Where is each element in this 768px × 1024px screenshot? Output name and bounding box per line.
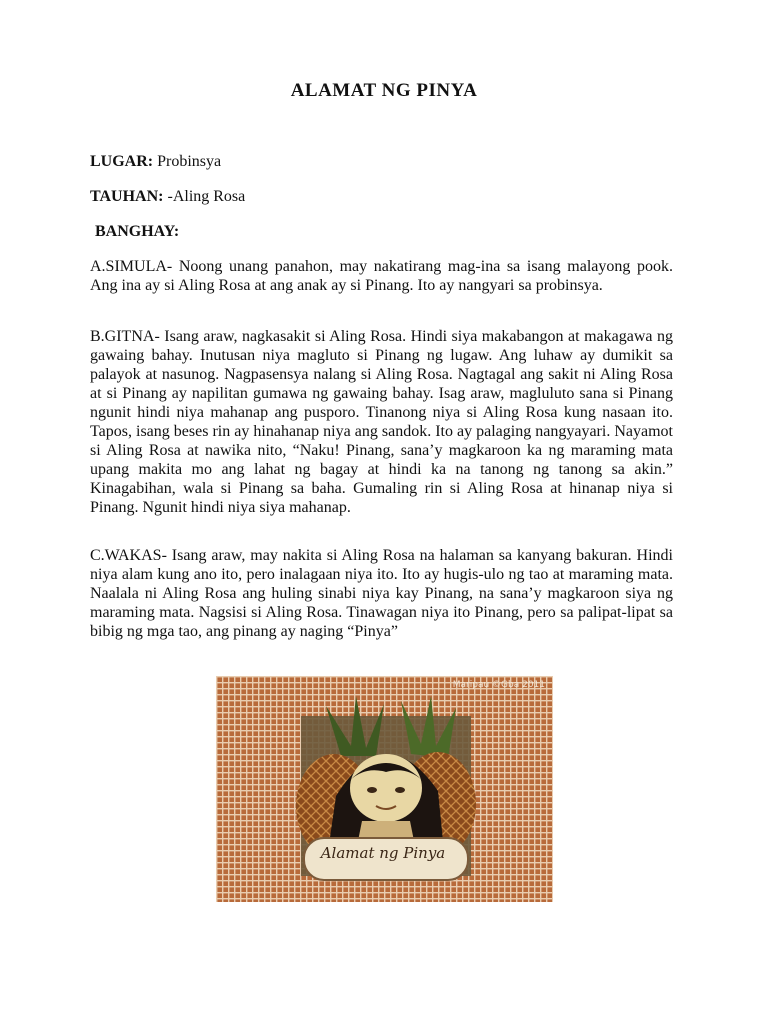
tauhan-line bbox=[90, 188, 245, 206]
banghay-label: BANGHAY: bbox=[95, 223, 180, 240]
paragraph-simula: A.SIMULA- Noong unang panahon, may nakatirang mag-ina sa isang malayong pook. Ang ina ay si Aling Rosa at ang anak ay si Pinang. Ito ay nangyari sa probinsya. bbox=[90, 258, 673, 294]
paragraph-wakas: C.WAKAS- Isang araw, may nakita si Aling Rosa na halaman sa kanyang bakuran. Hindi niya alam kung ano ito, pero inalagaan niya ito. Ito ay hugis-ulo ng tao at maraming mata. Naalala ni Aling Rosa ang huling sinabi niya kay Pinang, na sana’y magkaroon siya ng maraming mata. Nagsisi si Aling Rosa. Tinawagan niya ito Pinang, pero sa palipat-lipat sa bibig ng mga tao, ang pinang ay naging “Pinya” bbox=[90, 547, 673, 640]
lugar-value: Probinsya bbox=[157, 153, 222, 170]
lugar-label: LUGAR: bbox=[90, 153, 154, 170]
paragraph-gitna: B.GITNA- Isang araw, nagkasakit si Aling Rosa. Hindi siya makabangon at makagawa ng gawaing bahay. Inutusan niya magluto si Pinang ng lugaw. Ang luhaw ay dumikit sa palayok at nasunog. Nagpasensya nalang si Aling Rosa. Nagtagal ang sakit ni Aling Rosa at si Pinang ay napilitan gumawa ng gawaing bahay. Isag araw, magluluto sana si Pinang ngunit hindi niya mahanap ang pusporo. Tinanong niya si Aling Rosa kung nasaan ito. Tapos, isang beses rin ay hinahanap niya ang sandok. Ito ay palaging nangyayari. Nayamot si Aling Rosa at nawika nito, “Naku! Pinang, sana’y magkaroon ka ng maraming mata upang makita mo ang lahat ng bagay at hindi ka na tanong ng tanong sa akin.” Kinagabihan, wala si Pinang sa baha. Gumaling rin si Aling Rosa at hinanap niya si Pinang. Ngunit hindi niya siya mahanap. bbox=[90, 328, 673, 516]
lugar-line bbox=[90, 153, 221, 171]
illustration-watermark: Maripau ©Gba 2011 bbox=[452, 680, 545, 690]
banghay-line bbox=[95, 223, 179, 241]
story-illustration bbox=[216, 676, 553, 902]
tauhan-label: TAUHAN: bbox=[90, 188, 164, 205]
illustration-caption: Alamat ng Pinya bbox=[320, 844, 446, 862]
page-title: ALAMAT NG PINYA bbox=[290, 80, 478, 101]
tauhan-value: -Aling Rosa bbox=[167, 188, 246, 205]
illustration-artwork bbox=[216, 676, 553, 902]
